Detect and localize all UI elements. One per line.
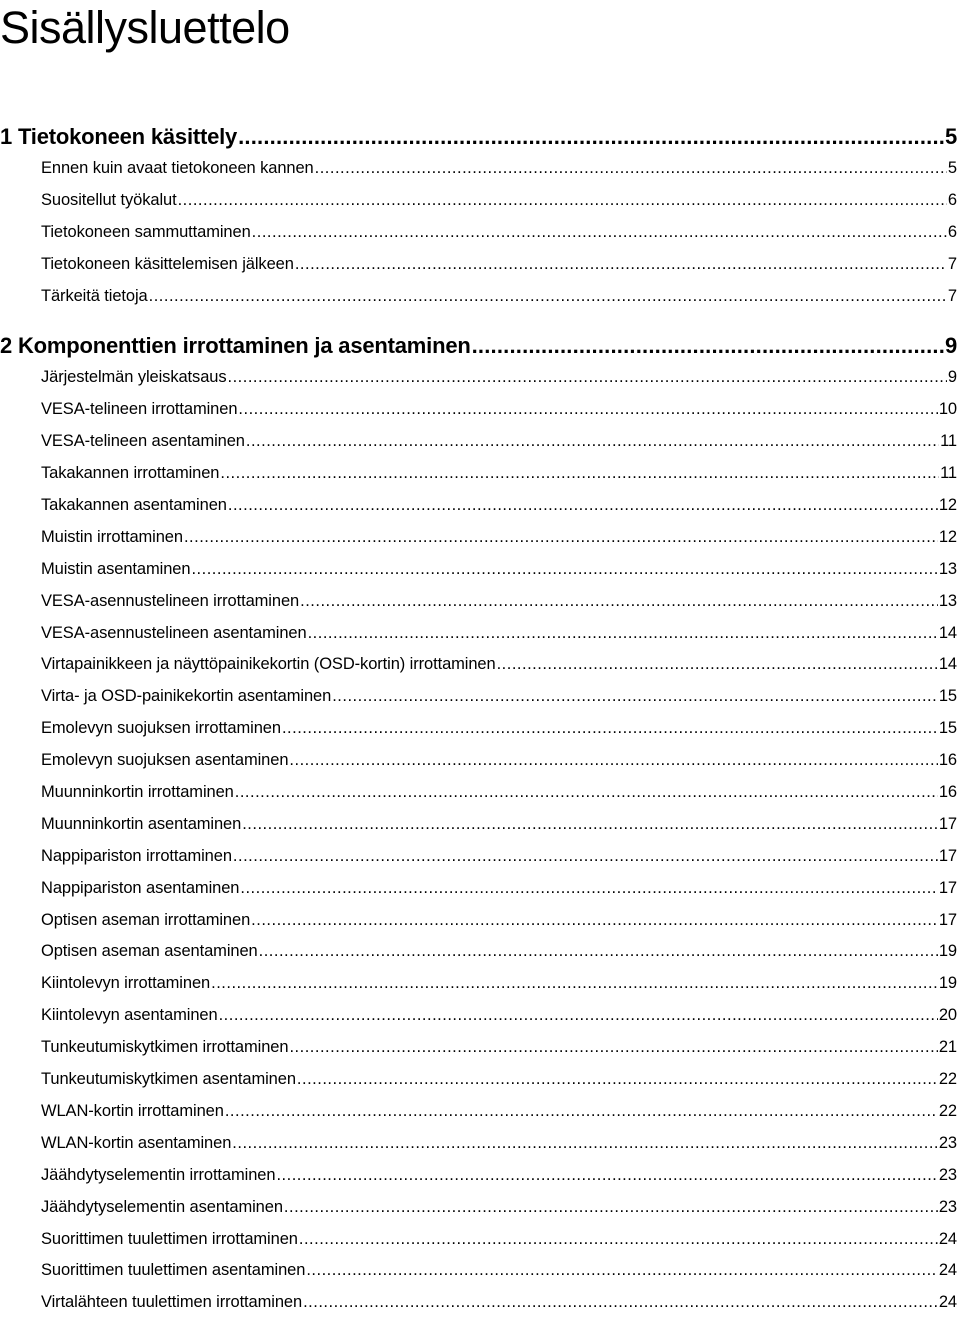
dot-leader [306,1259,938,1281]
toc-chapter[interactable] [0,120,957,157]
toc-entry[interactable] [0,366,957,398]
entry-page-number: 5 [947,159,957,177]
entry-page-number: 16 [938,783,957,802]
entry-title: Kiintolevyn irrottaminen [41,974,211,993]
toc-entry[interactable] [0,1259,957,1291]
entry-page-number: 14 [938,623,957,642]
entry-title: Jäähdytyselementin irrottaminen [41,1165,276,1184]
entry-page-number: 13 [938,559,957,578]
entry-page-number: 7 [947,286,957,305]
toc-entry[interactable] [0,717,957,749]
dot-leader [300,590,938,612]
entry-page-number: 17 [938,878,957,897]
entry-page-number: 12 [938,527,957,546]
entry-page-number: 11 [940,432,957,451]
entry-title: Nappipariston irrottaminen [41,846,232,865]
entry-title: Tunkeutumiskytkimen asentaminen [41,1070,296,1089]
dot-leader [184,526,938,548]
entry-title: Optisen aseman asentaminen [41,942,258,961]
entry-title: Tietokoneen sammuttaminen [41,222,251,241]
entry-page-number: 24 [938,1293,957,1312]
dot-leader [289,749,937,771]
entry-title: Takakannen asentaminen [41,496,227,515]
entry-title: VESA-telineen asentaminen [41,432,245,451]
entry-page-number: 10 [938,400,957,419]
toc-entry[interactable] [0,526,957,558]
entry-page-number: 17 [938,814,957,833]
dot-leader [259,940,938,962]
toc-entry[interactable] [0,940,957,972]
toc-entry[interactable] [0,462,957,494]
dot-leader [497,653,938,675]
toc-entry[interactable] [0,1132,957,1164]
entry-title: Suorittimen tuulettimen irrottaminen [41,1229,298,1248]
entry-page-number: 23 [938,1197,957,1216]
entry-page-number: 22 [938,1101,957,1120]
entry-title: VESA-asennustelineen irrottaminen [41,591,300,610]
entry-page-number: 19 [938,974,957,993]
dot-leader [472,332,944,360]
entry-page-number: 23 [938,1133,957,1152]
entry-page-number: 7 [947,254,957,273]
toc-entry[interactable] [0,590,957,622]
entry-title: Suorittimen tuulettimen asentaminen [41,1261,306,1280]
dot-leader [240,877,937,899]
entry-title: Virtalähteen tuulettimen irrottaminen [41,1293,303,1312]
toc-entry[interactable] [0,1196,957,1228]
entry-page-number: 15 [938,687,957,706]
entry-title: Takakannen irrottaminen [41,464,220,483]
toc-chapter[interactable] [0,326,957,366]
dot-leader [228,494,938,516]
dot-leader [238,398,937,420]
entry-page-number: 12 [938,496,957,515]
dot-leader [284,1196,938,1218]
entry-title: Emolevyn suojuksen irrottaminen [41,719,281,738]
entry-title: Virtapainikkeen ja näyttöpainikekortin (OSD-kortin) irrottaminen [41,655,496,674]
dot-leader [246,430,939,452]
dot-leader [332,685,938,707]
toc-entry[interactable] [0,1228,957,1260]
entry-page-number: 21 [938,1038,957,1057]
toc-entry[interactable] [0,494,957,526]
dot-leader [308,622,938,644]
dot-leader [149,285,947,307]
toc-entry[interactable] [0,749,957,781]
dot-leader [235,781,938,803]
entry-title: Kiintolevyn asentaminen [41,1006,218,1025]
entry-page-number: 6 [947,190,957,209]
dot-leader [289,1036,937,1058]
dot-leader [191,558,937,580]
toc-entry[interactable] [0,1164,957,1196]
toc-entry[interactable] [0,398,957,430]
entry-page-number: 6 [947,222,957,241]
entry-title: Tunkeutumiskytkimen irrottaminen [41,1038,289,1057]
entry-title: Tärkeitä tietoja [41,286,148,305]
entry-page-number: 9 [947,368,957,387]
entry-title: Tietokoneen käsittelemisen jälkeen [41,254,294,273]
toc-entry[interactable] [0,189,957,221]
entry-page-number: 19 [938,942,957,961]
entry-page-number: 15 [938,719,957,738]
toc-entry[interactable] [0,285,957,317]
dot-leader [228,366,947,388]
dot-leader [225,1100,938,1122]
toc-entry[interactable] [0,1068,957,1100]
entry-page-number: 17 [938,846,957,865]
entry-title: Jäähdytyselementin asentaminen [41,1197,283,1216]
chapter-page-number: 5 [944,124,957,149]
entry-title: WLAN-kortin irrottaminen [41,1101,224,1120]
page-title: Sisällysluettelo [0,2,290,53]
toc-entry[interactable] [0,685,957,717]
toc-entry[interactable] [0,558,957,590]
dot-leader [295,253,947,275]
toc-entry[interactable] [0,430,957,462]
toc-entry[interactable] [0,877,957,909]
toc-entry[interactable] [0,1004,957,1036]
toc-entry[interactable] [0,622,957,654]
dot-leader [242,813,938,835]
entry-page-number: 16 [938,751,957,770]
entry-page-number: 24 [938,1261,957,1280]
dot-leader [219,1004,938,1026]
chapter-title: 1 Tietokoneen käsittely [0,124,238,149]
toc-entry[interactable] [0,972,957,1004]
entry-title: Muunninkortin irrottaminen [41,783,234,802]
dot-leader [220,462,939,484]
entry-page-number: 20 [938,1006,957,1025]
entry-title: Suositellut työkalut [41,190,177,209]
dot-leader [303,1291,938,1313]
entry-page-number: 22 [938,1070,957,1089]
toc-entry[interactable] [0,1036,957,1068]
entry-title: Virta- ja OSD-painikekortin asentaminen [41,687,332,706]
chapter-title: 2 Komponenttien irrottaminen ja asentaminen [0,333,471,359]
entry-title: Muunninkortin asentaminen [41,814,242,833]
table-of-contents [0,120,957,1323]
dot-leader [238,123,944,151]
entry-title: Muistin asentaminen [41,559,191,578]
dot-leader [233,845,938,867]
dot-leader [211,972,938,994]
dot-leader [232,1132,938,1154]
entry-page-number: 24 [938,1229,957,1248]
toc-entry[interactable] [0,1291,957,1323]
entry-title: Ennen kuin avaat tietokoneen kannen [41,159,314,177]
entry-title: Emolevyn suojuksen asentaminen [41,751,289,770]
dot-leader [299,1228,938,1250]
entry-page-number: 17 [938,910,957,929]
dot-leader [315,157,947,179]
entry-title: Järjestelmän yleiskatsaus [41,368,227,387]
entry-page-number: 13 [938,591,957,610]
dot-leader [251,909,938,931]
entry-title: Optisen aseman irrottaminen [41,910,251,929]
toc-entry[interactable] [0,781,957,813]
dot-leader [178,189,947,211]
entry-title: VESA-asennustelineen asentaminen [41,623,307,642]
chapter-page-number: 9 [944,333,957,359]
toc-entry[interactable] [0,909,957,941]
entry-page-number: 23 [938,1165,957,1184]
toc-entry[interactable] [0,653,957,685]
dot-leader [276,1164,937,1186]
entry-page-number: 11 [940,464,957,483]
toc-entry[interactable] [0,157,957,189]
entry-title: WLAN-kortin asentaminen [41,1133,232,1152]
toc-entry[interactable] [0,813,957,845]
entry-title: Nappipariston asentaminen [41,878,240,897]
toc-entry[interactable] [0,845,957,877]
dot-leader [282,717,938,739]
toc-entry[interactable] [0,1100,957,1132]
toc-entry[interactable] [0,253,957,285]
toc-entry[interactable] [0,221,957,253]
dot-leader [297,1068,938,1090]
entry-page-number: 14 [938,655,957,674]
dot-leader [252,221,947,243]
entry-title: VESA-telineen irrottaminen [41,400,238,419]
entry-title: Muistin irrottaminen [41,527,183,546]
